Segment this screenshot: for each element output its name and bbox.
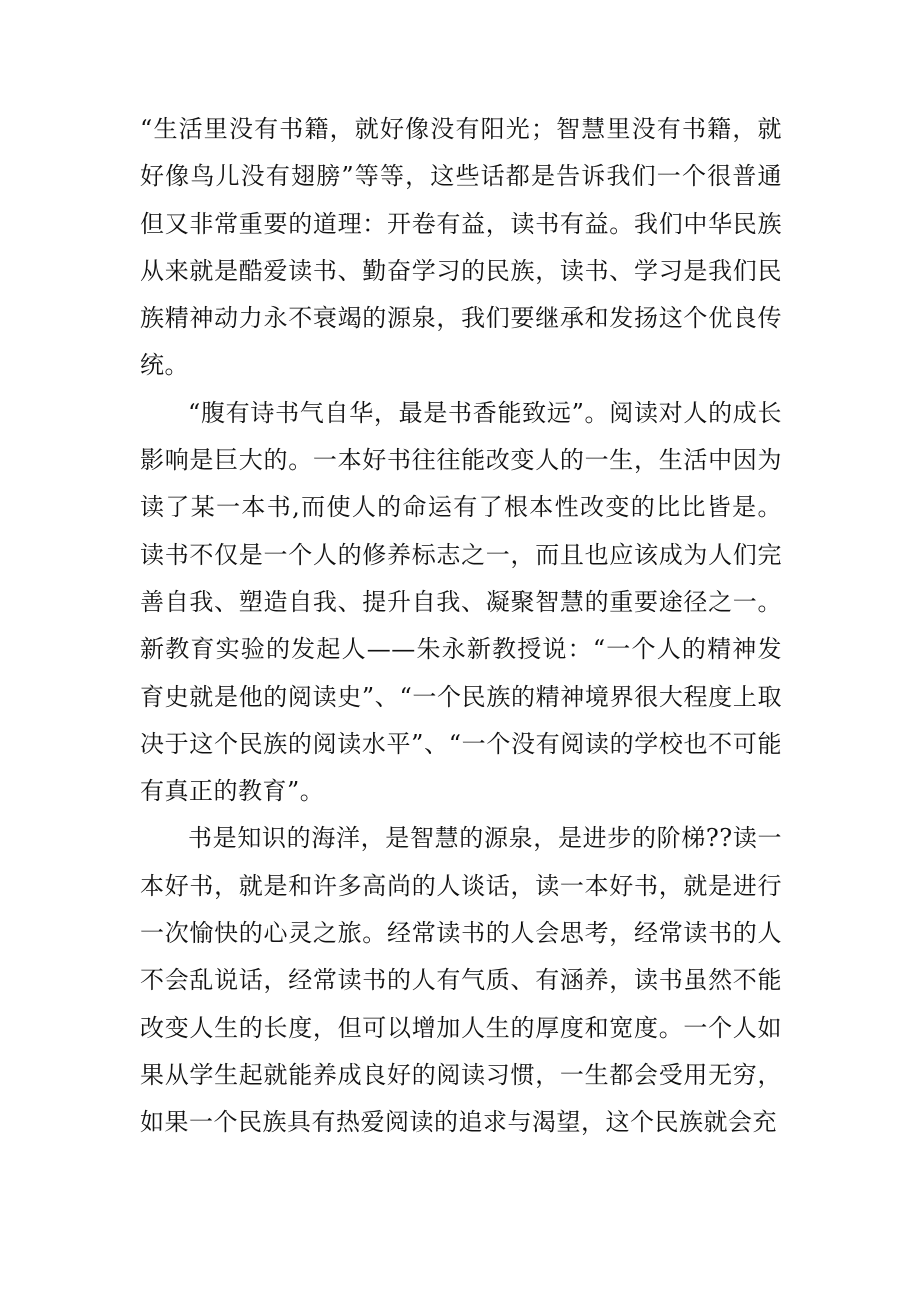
document-body (140, 106, 782, 1147)
paragraph-3: 书是知识的海洋，是智慧的源泉，是进步的阶梯??读一本好书，就是和许多高尚的人谈话，读一本好书，就是进行一次愉快的心灵之旅。经常读书的人会思考，经常读书的人不会乱说话，经常读书的人有气质、有涵养，读书虽然不能改变人生的长度，但可以增加人生的厚度和宽度。一个人如果从学生起就能养成良好的阅读习惯，一生都会受用无穷，如果一个民族具有热爱阅读的追求与渴望，这个民族就会充 (140, 824, 782, 1137)
paragraph-2: “腹有诗书气自华，最是书香能致远”。阅读对人的成长影响是巨大的。一本好书往往能改变人的一生，生活中因为读了某一本书,而使人的命运有了根本性改变的比比皆是。读书不仅是一个人的修养标志之一，而且也应该成为人们完善自我、塑造自我、提升自我、凝聚智慧的重要途径之一。新教育实验的发起人——朱永新教授说：“一个人的精神发育史就是他的阅读史”、“一个民族的精神境界很大程度上取决于这个民族的阅读水平”、“一个没有阅读的学校也不可能有真正的教育”。 (140, 398, 782, 806)
paragraph-1: “生活里没有书籍，就好像没有阳光；智慧里没有书籍，就好像鸟儿没有翅膀”等等，这些话都是告诉我们一个很普通但又非常重要的道理：开卷有益，读书有益。我们中华民族从来就是酷爱读书、勤奋学习的民族，读书、学习是我们民族精神动力永不衰竭的源泉，我们要继承和发扬这个优良传统。 (140, 115, 782, 380)
